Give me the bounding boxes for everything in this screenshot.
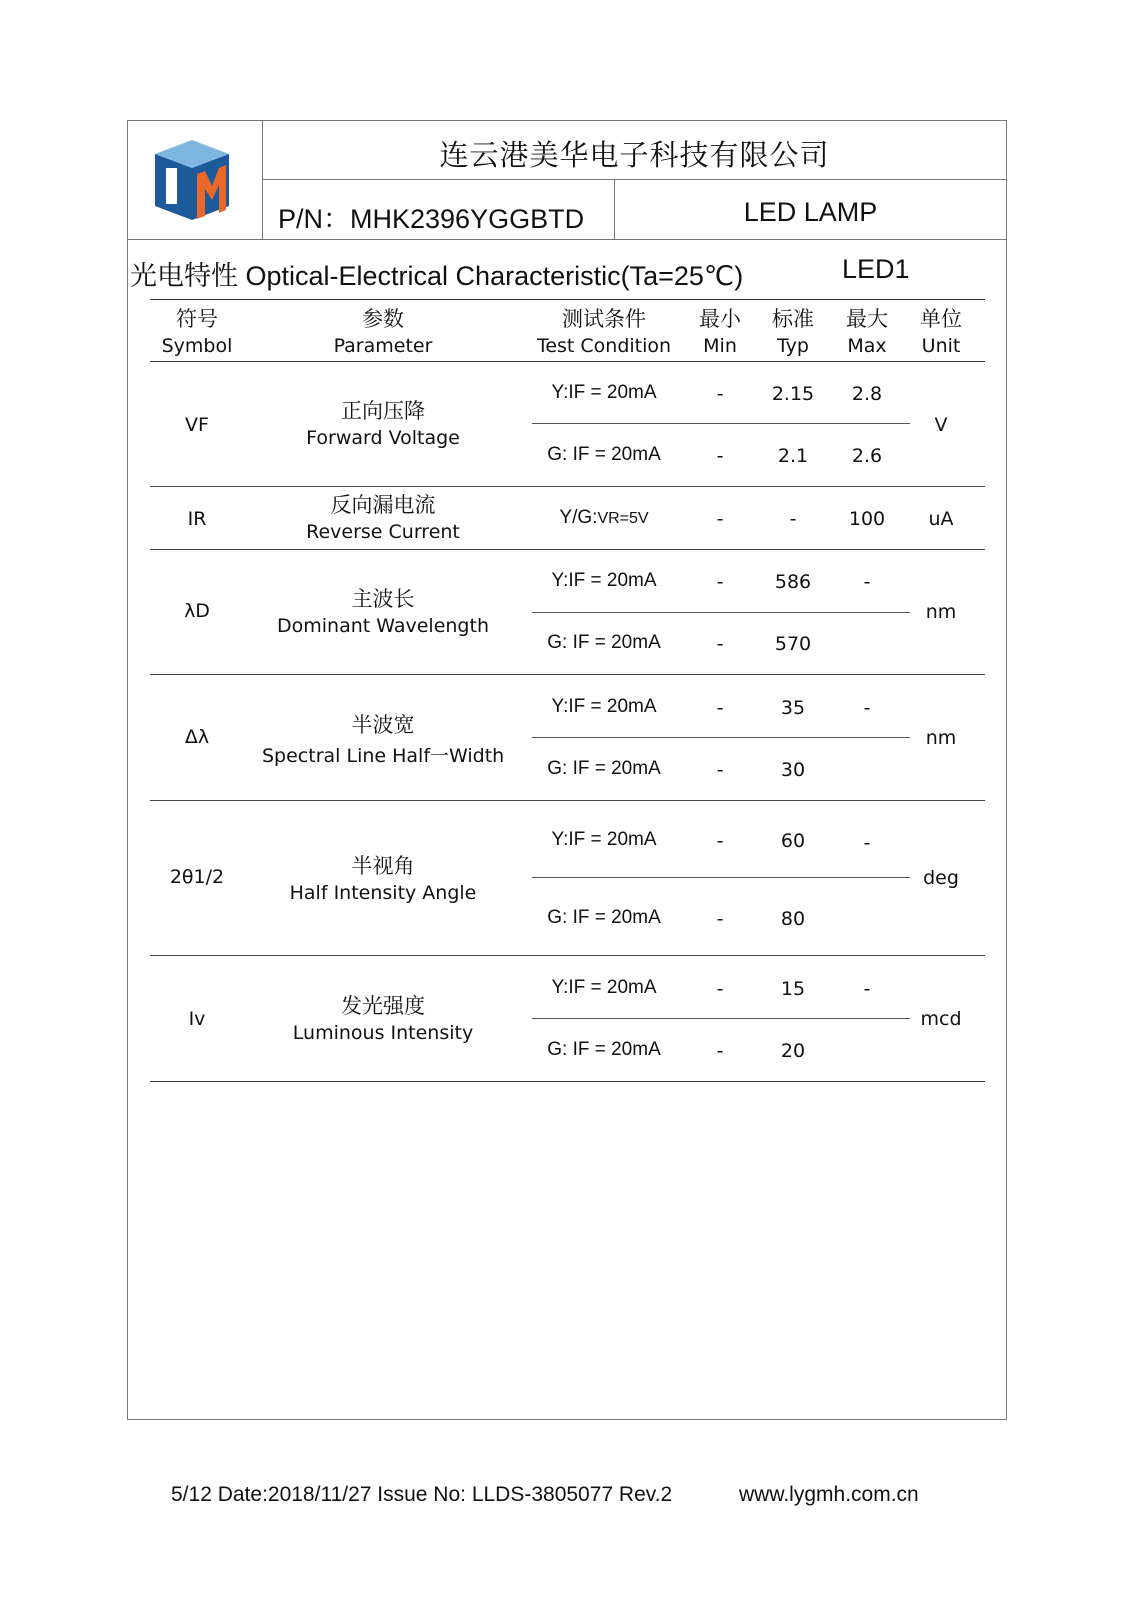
row-vf-typ-y: 2.15 (771, 383, 815, 405)
row-ld-typ-g: 570 (774, 633, 812, 655)
row-iv-typ-y: 15 (780, 978, 806, 1000)
row-iv-typ-g: 20 (780, 1040, 806, 1062)
row-dl-unit: nm (925, 727, 957, 749)
row-iv-cond-g: G: IF = 20mA (547, 1039, 661, 1060)
row-vf-cond-g: G: IF = 20mA (547, 444, 661, 465)
row-angle-sub-rule (532, 877, 910, 878)
col-unit-en: Unit (921, 335, 961, 357)
product-type: LED LAMP (743, 197, 878, 227)
col-typ-en: Typ (777, 335, 809, 357)
row-dl-typ-g: 30 (780, 759, 806, 781)
row-ir-cond-small: VR=5V (597, 510, 649, 527)
row-iv-unit: mcd (920, 1008, 962, 1030)
row-angle-typ-g: 80 (780, 908, 806, 930)
row-angle-param-cn: 半视角 (351, 854, 415, 878)
row-ld-param-cn: 主波长 (351, 587, 415, 611)
company-logo (153, 138, 231, 222)
table-top-rule (150, 299, 985, 300)
row-angle-unit: deg (923, 867, 959, 889)
section-title: 光电特性 Optical-Electrical Characteristic(Ta=25℃) (130, 261, 744, 291)
row-vf-param-cn: 正向压降 (341, 399, 425, 423)
row-vf-max-y: 2.8 (851, 383, 883, 405)
row-rule (150, 800, 985, 801)
row-ir-min: - (716, 508, 724, 530)
row-angle-cond-g: G: IF = 20mA (547, 907, 661, 928)
row-iv-param-en: Luminous Intensity (292, 1022, 474, 1044)
row-dl-sub-rule (532, 737, 910, 738)
col-symbol-cn: 符号 (176, 307, 218, 331)
row-angle-cond-y: Y:IF = 20mA (551, 829, 657, 850)
col-parameter-cn: 参数 (362, 307, 404, 331)
row-iv-max-y: - (863, 978, 871, 1000)
row-dl-param-en: Spectral Line Half一Width (262, 745, 505, 767)
row-vf-param-en: Forward Voltage (306, 427, 460, 449)
footer-website[interactable]: www.lygmh.com.cn (739, 1483, 919, 1506)
row-iv-min-y: - (716, 978, 724, 1000)
row-ir-param-en: Reverse Current (306, 521, 460, 543)
footer-info: 5/12 Date:2018/11/27 Issue No: LLDS-3805077 Rev.2 (171, 1483, 673, 1506)
row-vf-min-y: - (716, 383, 724, 405)
row-ld-cond-y: Y:IF = 20mA (551, 570, 657, 591)
row-rule (150, 486, 985, 487)
row-angle-typ-y: 60 (780, 830, 806, 852)
col-min-en: Min (703, 335, 737, 357)
table-header-rule (150, 361, 985, 362)
row-ir-unit: uA (928, 508, 954, 530)
row-ld-symbol: λD (184, 600, 210, 622)
row-ir-symbol: IR (187, 508, 207, 530)
row-angle-min-y: - (716, 830, 724, 852)
row-ld-sub-rule (532, 612, 910, 613)
row-ld-cond-g: G: IF = 20mA (547, 632, 661, 653)
row-ld-min-y: - (716, 571, 724, 593)
row-angle-symbol: 2θ1/2 (169, 866, 225, 888)
row-vf-cond-y: Y:IF = 20mA (551, 382, 657, 403)
header-divider-2 (127, 239, 1007, 240)
row-dl-cond-y: Y:IF = 20mA (551, 696, 657, 717)
col-condition-en: Test Condition (536, 335, 672, 357)
row-dl-symbol: Δλ (184, 726, 210, 748)
row-angle-min-g: - (716, 908, 724, 930)
row-iv-cond-y: Y:IF = 20mA (551, 977, 657, 998)
col-condition-cn: 测试条件 (562, 307, 646, 331)
row-vf-max-g: 2.6 (851, 445, 883, 467)
row-ld-max-y: - (863, 571, 871, 593)
row-angle-param-en: Half Intensity Angle (289, 882, 477, 904)
row-ir-param-cn: 反向漏电流 (330, 493, 436, 517)
row-vf-min-g: - (716, 445, 724, 467)
row-dl-cond-g: G: IF = 20mA (547, 758, 661, 779)
part-number: P/N：MHK2396YGGBTD (278, 204, 585, 234)
col-symbol-en: Symbol (161, 335, 233, 357)
row-dl-typ-y: 35 (780, 697, 806, 719)
row-dl-param-cn: 半波宽 (351, 713, 415, 737)
row-vf-unit: V (934, 414, 948, 436)
row-vf-symbol: VF (185, 414, 209, 436)
row-vf-sub-rule (532, 423, 910, 424)
row-vf-typ-g: 2.1 (777, 445, 809, 467)
header-divider-1 (262, 179, 1007, 180)
row-iv-param-cn: 发光强度 (341, 994, 425, 1018)
row-ld-param-en: Dominant Wavelength (277, 615, 489, 637)
led-label: LED1 (842, 254, 910, 284)
col-min-cn: 最小 (699, 307, 741, 331)
col-unit-cn: 单位 (920, 307, 962, 331)
row-iv-sub-rule (532, 1018, 910, 1019)
row-ld-unit: nm (925, 601, 957, 623)
row-iv-min-g: - (716, 1040, 724, 1062)
table-bottom-rule (150, 1081, 985, 1082)
row-rule (150, 955, 985, 956)
row-dl-max-y: - (863, 697, 871, 719)
col-typ-cn: 标准 (772, 307, 814, 331)
row-dl-min-g: - (716, 759, 724, 781)
row-angle-max-y: - (863, 832, 871, 854)
row-ir-max: 100 (848, 508, 886, 530)
col-max-en: Max (847, 335, 887, 357)
col-max-cn: 最大 (846, 307, 888, 331)
row-dl-min-y: - (716, 697, 724, 719)
row-ir-condition (532, 507, 676, 529)
row-ld-min-g: - (716, 633, 724, 655)
col-parameter-en: Parameter (333, 335, 433, 357)
company-name: 连云港美华电子科技有限公司 (439, 138, 830, 172)
row-rule (150, 674, 985, 675)
row-iv-symbol: Iv (188, 1008, 206, 1030)
row-ir-typ: - (789, 508, 797, 530)
row-ld-typ-y: 586 (774, 571, 812, 593)
row-ir-cond-main: Y/G: (559, 507, 598, 528)
row-rule (150, 549, 985, 550)
